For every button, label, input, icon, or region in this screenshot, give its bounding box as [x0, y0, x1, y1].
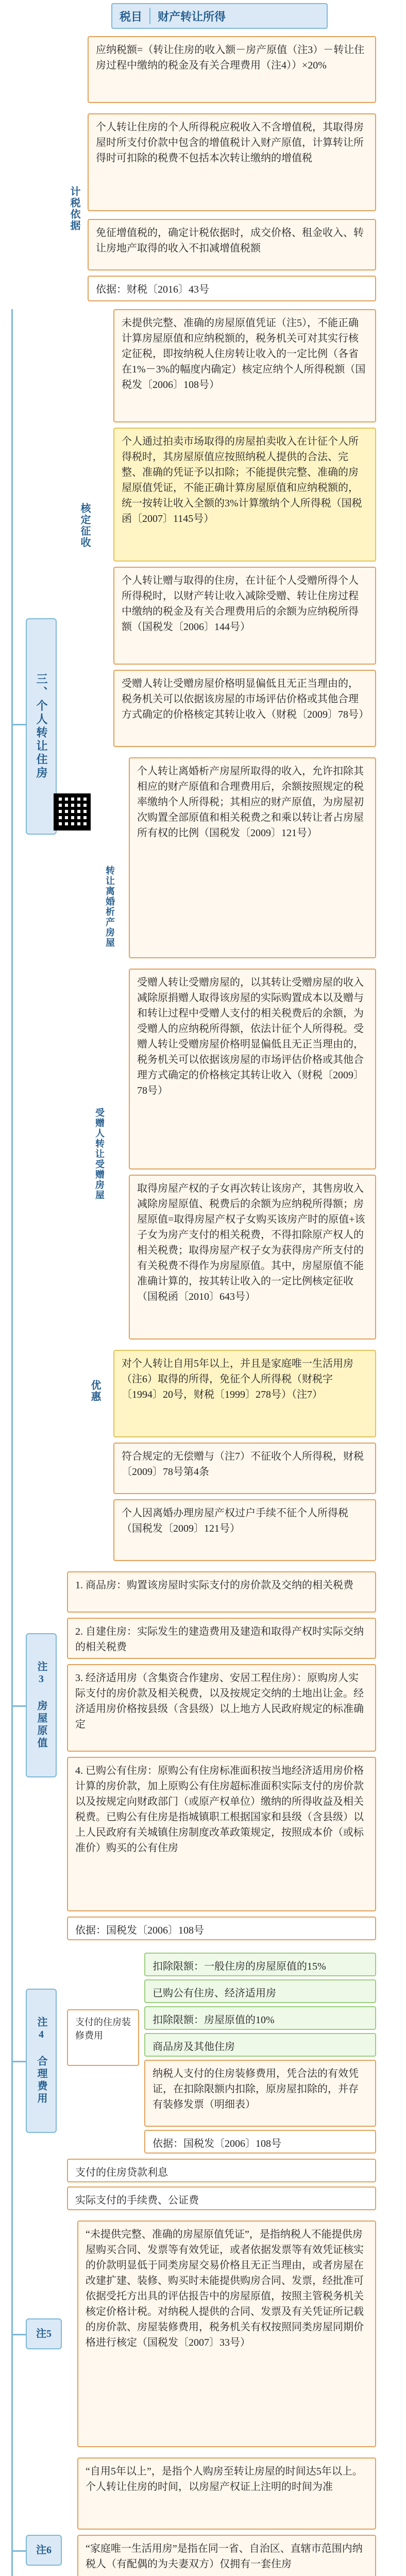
main-spine: [11, 309, 13, 2576]
note4-loan-interest: 支付的住房贷款利息: [67, 2159, 376, 2182]
branch-s3: [12, 724, 26, 725]
divorce-box: 个人转让离婚析产房屋所取得的收入，允许扣除其相应的财产原值和合理费用后，余额按照规定的税率缴纳个人所得税；其相应的财产原值，为房屋初次购置全部原值和相关税费之和乘以转让者占房屋所有权的比例（国税发〔2009〕121号）: [129, 757, 376, 958]
note6-box-2: “家庭唯一生活用房”是指在同一省、自治区、直辖市范围内纳税人（有配偶的为夫妻双方）仅拥有一套住房: [77, 2535, 376, 2576]
basis-box-2: 免征增值税的，确定计税依据时，成交价格、租金收入、转让房地产取得的收入不扣减增值税额: [88, 219, 376, 270]
note4-limit-15: 扣除限额：一般住房的房屋原值的15%: [144, 1953, 376, 1976]
tax-name-label: 税目: [120, 10, 143, 23]
note4-public-housing: 已购公有住房、经济适用房: [144, 1979, 376, 2003]
note4-commercial: 商品房及其他住房: [144, 2033, 376, 2057]
note3-box-2: 2. 自建住房：实际发生的建造费用及建造和取得产权时实际交纳的相关税费: [67, 1618, 376, 1659]
note3-box-3: 3. 经济适用房（含集资合作建房、安居工程住房）：原购房人实际支付的房价款及相关税费，以及按规定交纳的土地出让金。经济适用房价格按县级（含县级）以上地方人民政府规定的标准确定: [67, 1664, 376, 1752]
note-6-card: 注6: [26, 2535, 62, 2566]
gift-box-2: 取得房屋产权的子女再次转让该房产，其售房收入减除房屋原值、税费后的余额为应纳税所得额；房屋原值=取得房屋产权子女购买该房产时的原值+该子女为房产支付的相关税费，不得扣除原产权人的相关税费；取得房屋产权子女为获得房产所支付的有关税费不得作为房屋原值。其中，房屋原值不能准确计算的，按其转让收入的一定比例核定征收（国税函〔2010〕643号）: [129, 1175, 376, 1340]
branch-n3: [12, 1705, 26, 1707]
note4-fees: 实际支付的手续费、公证费: [67, 2187, 376, 2210]
gift-box-1: 受赠人转让受赠房屋的，以其转让受赠房屋的收入减除原捐赠人取得该房屋的实际购置成本以及赠与和转让过程中受赠人支付的相关税费后的余额，为受赠人的应纳税所得额，依法计征个人所得税。受赠人转让受赠房屋价格明显偏低且无正当理由的，税务机关可以依据该房屋的市场评估价格或其他合理方式确定的价格核定其转让收入（财税〔2009〕78号）: [129, 969, 376, 1170]
pref-box-2: 符合规定的无偿赠与（注7）不征收个人所得税，财税〔2009〕78号第4条: [113, 1443, 376, 1494]
assess-box-3: 个人转让赠与取得的住房，在计征个人受赠所得个人所得税时，以财产转让收入减除受赠、转让住房过程中缴纳的税金及有关合理费用后的余额为应纳税所得额（国税发〔2006〕144号）: [113, 567, 376, 665]
assess-box-1: 未提供完整、准确的房屋原值凭证（注5），不能正确计算房屋原值和应纳税额的，税务机关可对其实行核定征税，即按纳税人住房转让收入的一定比例（各省在1%－3%的幅度内确定）核定应纳个人所得税额（国税发〔2006〕108号）: [113, 309, 376, 422]
note-3-card: 注3 房屋原值: [26, 1633, 57, 1777]
sub-preferential: 优惠: [89, 1380, 100, 1402]
sub-tax-basis: 计税依据: [69, 186, 80, 231]
note3-ref: 依据：国税发〔2006〕108号: [67, 1917, 376, 1940]
branch-n6: [12, 2550, 26, 2552]
assess-box-2: 个人通过拍卖市场取得的房屋拍卖收入在计征个人所得税时，其房屋原值应按照纳税人提供的合法、完整、准确的凭证予以扣除；不能提供完整、准确的房屋原值凭证，不能正确计算房屋原值和应纳税额的，统一按转让收入全额的3%计算缴纳个人所得税（国税函〔2007〕1145号）: [113, 428, 376, 562]
section-3-card: 三、个人转让住房: [26, 618, 57, 835]
note-4-card: 注4 合理费用: [26, 1989, 57, 2133]
pref-box-3: 个人因离婚办理房屋产权过户手续不征个人所得税（国税发〔2009〕121号）: [113, 1499, 376, 1561]
note4-decoration-label: 支付的住房装修费用: [67, 2009, 139, 2066]
note5-box: “未提供完整、准确的房屋原值凭证”，是指纳税人不能提供房屋购买合同、发票等有效凭证，或者依据发票等有效凭证核实的价款明显低于同类房屋交易价格且无正当理由，或者房屋在改建扩建、装修、购买时未能提供购房合同、发票，经批准可依据受托方出具的评估报告中的房屋原值，按照主管税务机关核定价格计税。对纳税人提供的合同、发票及有关凭证所记载的房价款、房屋装修费用，税务机关有权按照同类房屋同期价格进行核定（国税发〔2007〕33号）: [77, 2221, 376, 2447]
sub-divorce: 转让离婚析产房屋: [105, 866, 115, 948]
assess-box-4: 受赠人转让受赠房屋价格明显偏低且无正当理由的，税务机关可以依据该房屋的市场评估价格或其他合理方式确定的价格核定其转让收入（财税〔2009〕78号）: [113, 670, 376, 747]
note4-limit-10: 扣除限额：房屋原值的10%: [144, 2006, 376, 2030]
sub-gift: 受赠人转让受赠房屋: [94, 1108, 105, 1200]
basis-ref: 依据：财税〔2016〕43号: [88, 276, 376, 301]
sub-assess: 核定征收: [79, 503, 90, 548]
note3-box-4: 4. 已购公有住房：原购公有住房标准面积按当地经济适用房价格计算的房价款，加上原购公有住房超标准面积实际支付的房价款以及按规定向财政部门（或原产权单位）缴纳的所得收益及相关税费。已购公有住房是指城镇职工根据国家和县级（含县级）以上人民政府有关城镇住房制度改革政策规定，按照成本价（或标准价）购买的公有住房: [67, 1757, 376, 1911]
branch-n4: [12, 2061, 26, 2062]
formula-box: 应纳税额=（转让住房的收入额－房产原值（注3）－转让住房过程中缴纳的税金及有关合理费用（注4））×20%: [88, 36, 376, 103]
subject-label: 财产转让所得: [158, 10, 226, 23]
basis-box-1: 个人转让住房的个人所得税应税收入不含增值税，其取得房屋时所支付价款中包含的增值税计入财产原值，计算转让所得时可扣除的税费不包括本次转让缴纳的增值税: [88, 113, 376, 211]
note4-decoration: 纳税人支付的住房装修费用，凭合法的有效凭证，在扣除限额内扣除，原房屋扣除的，并存有装修发票（明细表）: [144, 2060, 376, 2127]
note4-ref: 依据：国税发〔2006〕108号: [144, 2130, 376, 2154]
pref-box-1: 对个人转让自用5年以上，并且是家庭唯一生活用房（注6）取得的所得，免征个人所得税（财税字〔1994〕20号，财税〔1999〕278号）（注7）: [113, 1350, 376, 1437]
branch-n5: [12, 2334, 26, 2335]
title-bar: [111, 3, 328, 29]
qr-code-icon: [54, 793, 91, 831]
note-5-card: 注5: [26, 2318, 62, 2349]
note6-box-1: “自用5年以上”，是指个人购房至转让房屋的时间达5年以上。个人转让住房的时间，以房屋产权证上注明的时间为准: [77, 2458, 376, 2530]
note3-box-1: 1. 商品房：购置该房屋时实际支付的房价款及交纳的相关税费: [67, 1571, 376, 1613]
